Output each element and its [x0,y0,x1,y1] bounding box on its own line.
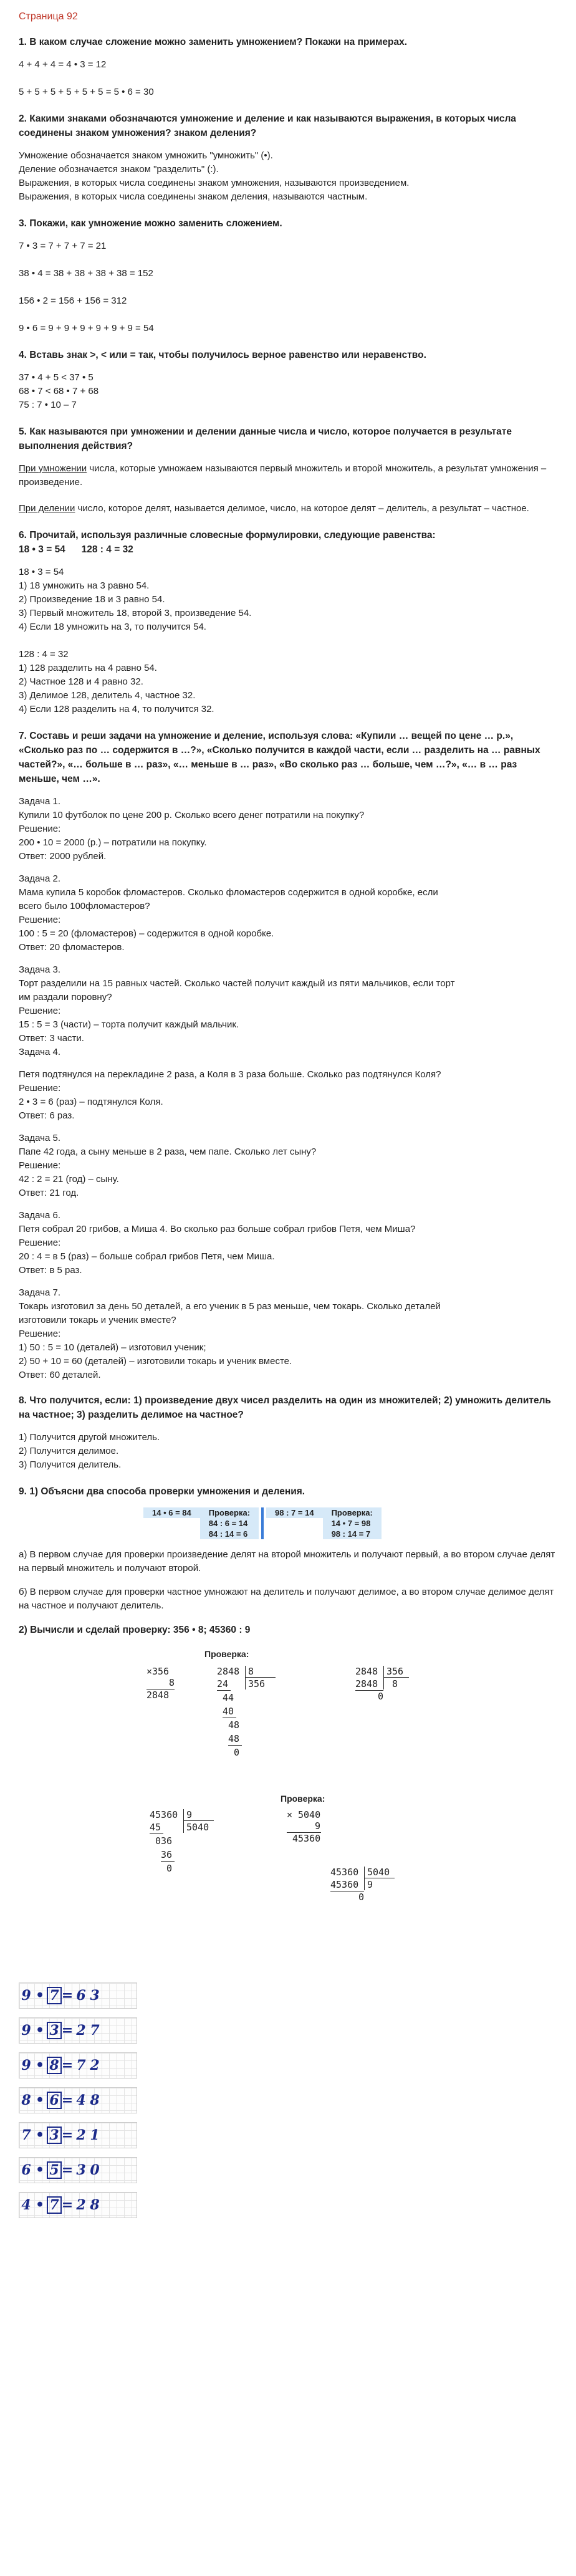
boxed-example-cell [74,2197,88,2213]
subtasks [19,795,559,1382]
task-6-line: 2) Произведение 18 и 3 равно 54. [19,594,165,605]
example-char: = [61,2092,74,2108]
boxed-example-cell [33,2022,47,2039]
vtable-col [323,1507,382,1539]
subtask-line: Петя собрал 20 грибов, а Миша 4. Во сколько раз больше собрал грибов Петя, чем Миша? [19,1224,416,1234]
arith-digit: 45 [150,1822,161,1833]
arith-digit: 2848 [146,1689,170,1701]
example-char: • [35,2197,45,2213]
example-char: 6 [76,1987,86,2004]
subtask-line: Торт разделили на 15 равных частей. Сколько частей получит каждый из пяти мальчиков, если торт [19,978,455,989]
example-char: 2 [90,2057,100,2074]
subtask-line: Ответ: 2000 рублей. [19,851,107,862]
subtask-line: Решение: [19,1238,61,1248]
subtask-line: Петя подтянулся на перекладине 2 раза, а Коля в 3 раза больше. Сколько раз подтянулся Коля? [19,1069,441,1080]
arith-digit: 5040 [186,1822,209,1833]
boxed-example-cell [60,2092,74,2108]
arith-digit: 9 [367,1879,373,1890]
task-5-question: 5. Как называются при умножении и делении данные числа и число, которое получается в результате выполнения действия? [19,426,512,451]
task-1-line: 5 + 5 + 5 + 5 + 5 + 5 = 5 • 6 = 30 [19,87,154,97]
boxed-example-cell [88,2022,102,2039]
boxed-example-row [19,2192,137,2218]
subtask-line: 100 : 5 = 20 (фломастеров) – содержится в одной коробке. [19,928,274,939]
arith-digit: 40 [223,1706,234,1717]
boxed-example-cell [74,2057,88,2074]
task-8-line: 2) Получится делимое. [19,1446,119,1456]
task-4-question: 4. Вставь знак >, < или = так, чтобы получилось верное равенство или неравенство. [19,350,426,360]
arith-digit: 2848 [355,1666,378,1677]
subtask-line: 20 : 4 = в 5 (раз) – больше собрал грибов Петя, чем Миша. [19,1251,275,1262]
boxed-digit: 7 [47,1987,62,2004]
boxed-example-cell [47,2022,60,2039]
arith-digit: 0 [378,1691,384,1702]
boxed-example-cell [88,1987,102,2004]
task-8-line: 3) Получится делитель. [19,1459,122,1470]
boxed-example-cell [47,2161,60,2179]
task-2 [19,112,559,204]
example-char: • [35,2127,45,2143]
boxed-example-cell [47,2127,60,2144]
boxed-example-cell [74,2127,88,2143]
example-char: 6 [21,2162,31,2178]
boxed-example-cell [60,2162,74,2178]
subtask-line: Мама купила 5 коробок фломастеров. Сколько фломастеров содержится в одной коробке, если [19,887,438,898]
arith-digit: 9 [186,1809,193,1820]
boxed-digit: 5 [47,2161,62,2179]
example-char: 9 [21,2022,31,2039]
vtable-head: Проверка: [331,1508,373,1517]
boxed-example-cell [33,2057,47,2074]
boxed-example-cell [33,2162,47,2178]
vtable-cell: 98 : 14 = 7 [331,1529,371,1539]
vtable-cell: 98 : 7 = 14 [275,1508,314,1517]
subtask-line [19,1059,559,1068]
example-char: 3 [90,1987,100,2004]
arith-rule [245,1666,246,1689]
arith-digit: 8 [392,1678,398,1689]
vtable-cell: 84 : 14 = 6 [208,1529,248,1539]
boxed-digit: 3 [47,2127,62,2144]
example-char: 1 [90,2127,100,2143]
subtask [19,795,559,863]
subtask-line: Решение: [19,824,61,834]
example-char: • [35,2092,45,2108]
vtable-cell: 84 : 6 = 14 [208,1519,248,1528]
long-arithmetic [19,1646,559,1970]
subtask-line: Задача 6. [19,1210,61,1221]
boxed-example-cell [47,1987,60,2004]
subtask-line: Купили 10 футболок по цене 200 р. Сколько всего денег потратили на покупку? [19,810,365,820]
arith-digit: 45360 [150,1809,178,1820]
task-1 [19,35,559,99]
example-char: 8 [90,2092,100,2108]
subtask-line: Папе 42 года, а сыну меньше в 2 раза, чем папе. Сколько лет сыну? [19,1146,317,1157]
example-char: • [35,2022,45,2039]
arith-digit: 2848 [355,1678,378,1689]
example-char: 9 [21,2057,31,2074]
example-char: 7 [21,2127,31,2143]
arith-digit: 8 [169,1677,175,1688]
page [19,0,559,2227]
vtable-col [266,1507,323,1518]
arith-digit: 356 [152,1666,170,1677]
subtask [19,963,559,1123]
task-6-question: 6. Прочитай, используя различные словесные формулировки, следующие равенства: [19,530,436,541]
subtask-line: 2) 50 + 10 = 60 (деталей) – изготовили токарь и ученик вместе. [19,1356,292,1367]
example-char: 8 [90,2197,100,2213]
arith-digit: 2848 [217,1666,240,1677]
arith-rule [364,1867,365,1890]
boxed-example-cell [74,2092,88,2108]
subtask-line: Ответ: 20 фломастеров. [19,942,125,953]
boxed-example-row [19,2087,137,2113]
check-label: Проверка: [281,1794,325,1804]
arith-digit: 45360 [292,1833,321,1844]
boxed-example-cell [19,2162,33,2178]
task-6-line: 4) Если 18 умножить на 3, то получится 54. [19,622,206,632]
subtask-line: Решение: [19,915,61,925]
task-2-question: 2. Какими знаками обозначаются умножение и деление и как называются выражения, в которых числа соединены знаком умножения? знаком деления? [19,113,516,138]
arith-digit: 5040 [298,1809,321,1820]
example-char: 7 [90,2022,100,2039]
subtask-line: им раздали поровну? [19,992,112,1002]
boxed-example-cell [19,1987,33,2004]
subtask-line: Решение: [19,1329,61,1339]
subtask-line: Ответ: 21 год. [19,1188,79,1198]
mul-sign: × [146,1666,153,1677]
task-6 [19,528,559,716]
arith-digit: 45360 [330,1867,359,1878]
boxed-example-cell [19,2127,33,2143]
task-9-subquestion: 2) Вычисли и сделай проверку: 356 • 8; 45360 : 9 [19,1625,251,1635]
subtask-line: 200 • 10 = 2000 (р.) – потратили на покупку. [19,837,207,848]
example-char: = [61,2162,74,2178]
term-division: При делении [19,503,75,514]
task-1-question: 1. В каком случае сложение можно заменить умножением? Покажи на примерах. [19,37,408,47]
task-5-para [19,502,559,516]
boxed-example-cell [74,1987,88,2004]
task-2-line: Выражения, в которых числа соединены знаком деления, называются частным. [19,191,368,202]
example-char: 8 [21,2092,31,2108]
example-char: 9 [21,1987,31,2004]
arith-digit: 36 [161,1849,173,1860]
task-3-line: 156 • 2 = 156 + 156 = 312 [19,296,127,306]
vtable-col [200,1507,259,1539]
boxed-example-cell [60,2057,74,2074]
subtask-line: Задача 4. [19,1047,61,1057]
boxed-example-cell [19,2022,33,2039]
subtask [19,1209,559,1277]
subtask-line: изготовили токарь и ученик вместе? [19,1315,176,1325]
boxed-example-cell [19,2057,33,2074]
arith-digit: 45360 [330,1879,359,1890]
arith-rule [383,1666,384,1689]
boxed-examples [19,1982,137,2218]
task-4 [19,348,559,412]
arith-rule [161,1861,175,1862]
vtable-head: Проверка: [208,1508,251,1517]
example-char: • [35,2057,45,2074]
task-2-line: Умножение обозначается знаком умножить "умножить" (•). [19,150,273,161]
page-label: Страница 92 [19,11,78,22]
boxed-example-cell [19,2092,33,2108]
task-4-line: 37 • 4 + 5 < 37 • 5 [19,372,94,383]
arith-digit: 44 [223,1692,234,1703]
task-3-line: 9 • 6 = 9 + 9 + 9 + 9 + 9 + 9 = 54 [19,323,154,334]
boxed-digit: 7 [47,2196,62,2214]
example-char: 0 [90,2162,100,2178]
boxed-example-cell [88,2162,102,2178]
example-char: = [61,2197,74,2213]
boxed-example-cell [88,2127,102,2143]
subtask [19,872,559,954]
boxed-example-cell [33,1987,47,2004]
task-8 [19,1393,559,1472]
task-9-para: а) В первом случае для проверки произведение делят на второй множитель и получают первый, а во втором случае делят на первый множитель и получают второй. [19,1549,555,1574]
subtask-line: 1) 50 : 5 = 10 (деталей) – изготовил ученик; [19,1342,206,1353]
boxed-digit: 8 [47,2057,62,2074]
mul-sign: × [287,1809,293,1820]
arith-digit: 0 [358,1891,365,1903]
arith-digit: 356 [248,1678,266,1689]
task-4-line: 68 • 7 < 68 • 7 + 68 [19,386,99,396]
boxed-digit: 6 [47,2092,62,2109]
arith-rule [150,1833,163,1834]
arith-rule [217,1690,231,1691]
subtask-line: Задача 5. [19,1133,61,1143]
subtask-line: Решение: [19,1160,61,1171]
boxed-example-cell [88,2197,102,2213]
task-5-para-text: число, которое делят, называется делимое, число, на которое делят – делитель, а результат – частное. [75,503,529,514]
subtask-line: 2 • 3 = 6 (раз) – подтянулся Коля. [19,1097,163,1107]
example-char: = [61,2022,74,2039]
subtask-line: Задача 3. [19,964,61,975]
arith-digit: 036 [155,1835,173,1847]
subtask-line: 15 : 5 = 3 (части) – торта получит каждый мальчик. [19,1019,239,1030]
example-char: • [35,1987,45,2004]
boxed-example-row [19,2157,137,2183]
boxed-example-cell [88,2057,102,2074]
subtask-line: всего было 100фломастеров? [19,901,150,911]
task-8-line: 1) Получится другой множитель. [19,1432,160,1443]
task-9-question: 9. 1) Объясни два способа проверки умножения и деления. [19,1486,305,1497]
task-6-line: 18 • 3 = 54 [19,567,64,577]
task-6-line: 3) Делимое 128, делитель 4, частное 32. [19,690,196,701]
boxed-example-cell [74,2022,88,2039]
vtable-divider [261,1507,264,1539]
subtask-line: Ответ: в 5 раз. [19,1265,82,1276]
arith-digit: 24 [217,1678,229,1689]
boxed-example-row [19,2122,137,2148]
arith-rule [184,1820,214,1821]
verification-table [143,1507,559,1539]
subtask-line: 42 : 2 = 21 (год) – сыну. [19,1174,119,1185]
example-char: 2 [76,2127,86,2143]
vtable-cell: 14 • 6 = 84 [152,1508,191,1517]
example-char: 4 [76,2092,86,2108]
boxed-digit: 3 [47,2022,62,2039]
task-7-question: 7. Составь и реши задачи на умножение и деление, используя слова: «Купили … вещей по цене … р.», «Сколько раз по … содержится в …?», «Сколько получится в каждой части, если … разделить на … равных частей?», «… больше в … раз», «… меньше в … раз», «Во сколько раз … больше, чем …?», «… в … раз меньше, чем …». [19,731,540,784]
boxed-example-cell [60,2022,74,2039]
subtask-line: Задача 2. [19,873,61,884]
example-char: 4 [21,2197,31,2213]
boxed-example-row [19,2052,137,2079]
task-6-equalities: 18 • 3 = 54 128 : 4 = 32 [19,544,133,555]
subtask [19,1286,559,1382]
task-2-line: Деление обозначается знаком "разделить" (:). [19,164,219,175]
boxed-example-cell [60,2197,74,2213]
arith-rule [246,1677,276,1678]
task-3-question: 3. Покажи, как умножение можно заменить сложением. [19,218,282,229]
example-char: = [61,1987,74,2004]
task-6-line: 4) Если 128 разделить на 4, то получится 32. [19,704,214,714]
subtask-line: Задача 1. [19,796,61,807]
example-char: • [35,2162,45,2178]
arith-digit: 5040 [367,1867,390,1878]
boxed-example-cell [60,1987,74,2004]
arith-digit: 48 [228,1719,240,1731]
arith-digit: 48 [228,1733,240,1744]
task-3 [19,216,559,335]
boxed-example-row [19,2017,137,2044]
subtask [19,1132,559,1200]
boxed-example-cell [88,2092,102,2108]
task-4-line: 75 : 7 • 10 – 7 [19,400,77,410]
task-3-line: 38 • 4 = 38 + 38 + 38 + 38 = 152 [19,268,153,279]
vtable-col [143,1507,200,1518]
example-char: = [61,2127,74,2143]
boxed-example-cell [60,2127,74,2143]
example-char: 2 [76,2022,86,2039]
arith-digit: 356 [386,1666,404,1677]
task-2-line: Выражения, в которых числа соединены знаком умножения, называются произведением. [19,178,410,188]
subtask-line: Решение: [19,1006,61,1016]
task-5-para [19,462,559,489]
example-char: 7 [76,2057,86,2074]
example-char: 3 [76,2162,86,2178]
term-multiplication: При умножении [19,463,87,474]
boxed-example-cell [47,2057,60,2074]
subtask-line: Ответ: 6 раз. [19,1110,75,1121]
subtask-line: Задача 7. [19,1287,61,1298]
task-7 [19,729,559,1382]
vtable-cell: 14 • 7 = 98 [331,1519,371,1528]
arith-digit: 9 [315,1820,321,1832]
arith-rule [384,1677,409,1678]
arith-digit: 8 [248,1666,254,1677]
arith-rule [228,1745,242,1746]
task-9-para: б) В первом случае для проверки частное умножают на делитель и получают делимое, а во втором случае делимое делят на частное и получают делитель. [19,1587,554,1611]
boxed-example-cell [74,2162,88,2178]
example-char: = [61,2057,74,2074]
task-9 [19,1484,559,1970]
boxed-example-cell [47,2196,60,2214]
arith-digit: 0 [234,1747,240,1758]
subtask-line: Токарь изготовил за день 50 деталей, а его ученик в 5 раз меньше, чем токарь. Сколько деталей [19,1301,441,1312]
boxed-example-cell [33,2197,47,2213]
task-6-line: 3) Первый множитель 18, второй 3, произведение 54. [19,608,252,618]
task-6-line: 1) 18 умножить на 3 равно 54. [19,580,150,591]
task-6-line: 128 : 4 = 32 [19,649,69,660]
boxed-example-cell [33,2092,47,2108]
check-label: Проверка: [204,1649,249,1659]
subtask-line: Ответ: 3 части. [19,1033,84,1044]
task-3-line: 7 • 3 = 7 + 7 + 7 = 21 [19,241,107,251]
task-6-line: 2) Частное 128 и 4 равно 32. [19,676,143,687]
task-1-line: 4 + 4 + 4 = 4 • 3 = 12 [19,59,107,70]
task-6-line: 1) 128 разделить на 4 равно 54. [19,663,157,673]
example-char: 2 [76,2197,86,2213]
boxed-example-cell [33,2127,47,2143]
subtask-line: Ответ: 60 деталей. [19,1370,101,1380]
arith-rule [183,1809,184,1833]
boxed-example-row [19,1982,137,2009]
boxed-example-cell [47,2092,60,2109]
arith-digit: 0 [166,1863,173,1874]
task-5 [19,425,559,516]
subtask-line: Решение: [19,1083,61,1093]
task-5-para-text: числа, которые умножаем называются первый множитель и второй множитель, а результат умножения – произведение. [19,463,547,488]
task-8-question: 8. Что получится, если: 1) произведение двух чисел разделить на один из множителей; 2) умножить делитель на частное; 3) разделить делимое на частное? [19,1395,551,1420]
boxed-example-cell [19,2197,33,2213]
